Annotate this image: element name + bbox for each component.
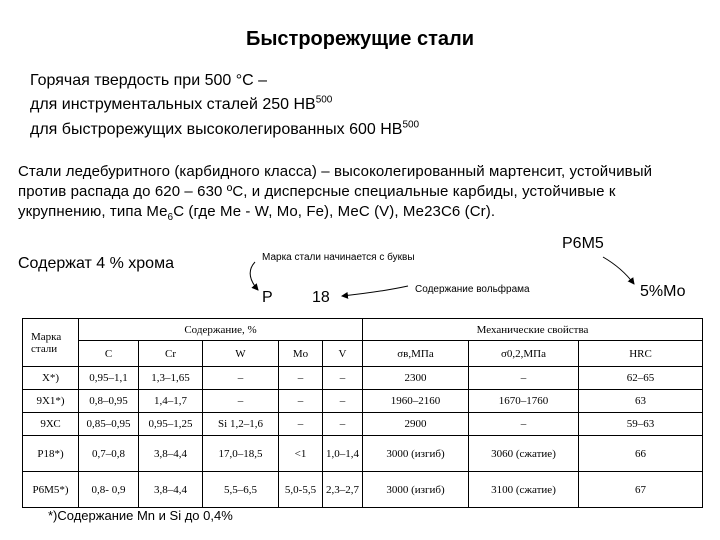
properties-group-header: Механические свойства <box>363 319 703 341</box>
cell-w: Si 1,2–1,6 <box>203 413 279 436</box>
cell-sigma-b: 1960–2160 <box>363 390 469 413</box>
table-header-row-1 <box>23 319 703 341</box>
header-hrc: HRC <box>579 341 703 367</box>
cell-sigma-02: – <box>469 413 579 436</box>
cell-cr: 0,95–1,25 <box>139 413 203 436</box>
cell-sigma-02: 1670–1760 <box>469 390 579 413</box>
cell-cr: 3,8–4,4 <box>139 436 203 472</box>
table-row <box>23 390 703 413</box>
tungsten-note: Содержание вольфрама <box>415 284 530 295</box>
cell-mo: <1 <box>279 436 323 472</box>
cell-grade: 9Х1*) <box>23 390 79 413</box>
description-line-3-a: укрупнению, типа Ме <box>18 203 168 220</box>
arrow-to-molybdenum <box>603 257 634 284</box>
header-sigma-b: σв,МПа <box>363 341 469 367</box>
cell-hrc: 62–65 <box>579 367 703 390</box>
cell-sigma-b: 2900 <box>363 413 469 436</box>
cell-grade: 9ХС <box>23 413 79 436</box>
arrow-to-number <box>342 286 408 296</box>
grade-example: Р6М5 <box>562 235 604 252</box>
cell-v: – <box>323 390 363 413</box>
cell-w: – <box>203 390 279 413</box>
header-w: W <box>203 341 279 367</box>
page-title: Быстрорежущие стали <box>245 28 475 50</box>
hot-hardness-sup-1: 500 <box>315 94 333 106</box>
table-row <box>23 472 703 508</box>
cell-mo: – <box>279 390 323 413</box>
header-c: C <box>79 341 139 367</box>
grade-header: Марка стали <box>23 319 79 367</box>
starts-with-note: Марка стали начинается с буквы <box>262 252 415 263</box>
cell-mo: – <box>279 413 323 436</box>
cell-mo: 5,0-5,5 <box>279 472 323 508</box>
steel-table-wrapper <box>22 318 702 508</box>
grade-letter: Р <box>262 289 273 306</box>
cell-c: 0,85–0,95 <box>79 413 139 436</box>
header-v: V <box>323 341 363 367</box>
description-line-2: против распада до 620 – 630 ºС, и дисперсные специальные карбиды, устойчивые к <box>18 183 616 200</box>
header-sigma-02: σ0,2,МПа <box>469 341 579 367</box>
hot-hardness-tool-steel: для инструментальных сталей 250 НВ <box>30 96 316 113</box>
footnote: *)Содержание Mn и Si до 0,4% <box>48 508 233 523</box>
cell-w: 17,0–18,5 <box>203 436 279 472</box>
cell-c: 0,95–1,1 <box>79 367 139 390</box>
cell-grade: Х*) <box>23 367 79 390</box>
cell-cr: 1,3–1,65 <box>139 367 203 390</box>
content-group-header: Содержание, % <box>79 319 363 341</box>
cell-mo: – <box>279 367 323 390</box>
hot-hardness-line-1: Горячая твердость при 500 °С – <box>30 72 268 89</box>
cell-v: 1,0–1,4 <box>323 436 363 472</box>
cell-sigma-02: 3100 (сжатие) <box>469 472 579 508</box>
cell-c: 0,8- 0,9 <box>79 472 139 508</box>
cell-hrc: 66 <box>579 436 703 472</box>
molybdenum-note: 5%Мо <box>640 283 686 300</box>
description-line-1: Стали ледебуритного (карбидного класса) – высоколегированный мартенсит, устойчивый <box>18 163 653 180</box>
hot-hardness-hss: для быстрорежущих высоколегированных 600 НВ <box>30 121 403 138</box>
cell-c: 0,8–0,95 <box>79 390 139 413</box>
cell-sigma-b: 3000 (изгиб) <box>363 436 469 472</box>
grade-number: 18 <box>312 289 330 306</box>
cell-w: 5,5–6,5 <box>203 472 279 508</box>
table-row <box>23 436 703 472</box>
table-header-row-2 <box>23 341 703 367</box>
cell-w: – <box>203 367 279 390</box>
cell-sigma-02: 3060 (сжатие) <box>469 436 579 472</box>
cell-v: – <box>323 413 363 436</box>
header-mo: Mo <box>279 341 323 367</box>
cell-cr: 3,8–4,4 <box>139 472 203 508</box>
arrow-to-letter <box>250 262 258 290</box>
description-line-3-b: С (где Ме - W, Mo, Fe), МеС (V), Ме23С6 (Cr). <box>173 203 496 220</box>
cell-v: 2,3–2,7 <box>323 472 363 508</box>
table-row <box>23 367 703 390</box>
cell-cr: 1,4–1,7 <box>139 390 203 413</box>
chrome-note: Содержат 4 % хрома <box>18 255 174 272</box>
hot-hardness-sup-2: 500 <box>402 119 420 131</box>
cell-hrc: 63 <box>579 390 703 413</box>
header-cr: Cr <box>139 341 203 367</box>
cell-c: 0,7–0,8 <box>79 436 139 472</box>
cell-grade: Р6М5*) <box>23 472 79 508</box>
cell-sigma-02: – <box>469 367 579 390</box>
steel-properties-table <box>22 318 703 508</box>
cell-v: – <box>323 367 363 390</box>
cell-sigma-b: 2300 <box>363 367 469 390</box>
cell-hrc: 59–63 <box>579 413 703 436</box>
table-row <box>23 413 703 436</box>
cell-sigma-b: 3000 (изгиб) <box>363 472 469 508</box>
description-line-3-sub: 6 <box>167 212 174 223</box>
cell-grade: Р18*) <box>23 436 79 472</box>
cell-hrc: 67 <box>579 472 703 508</box>
